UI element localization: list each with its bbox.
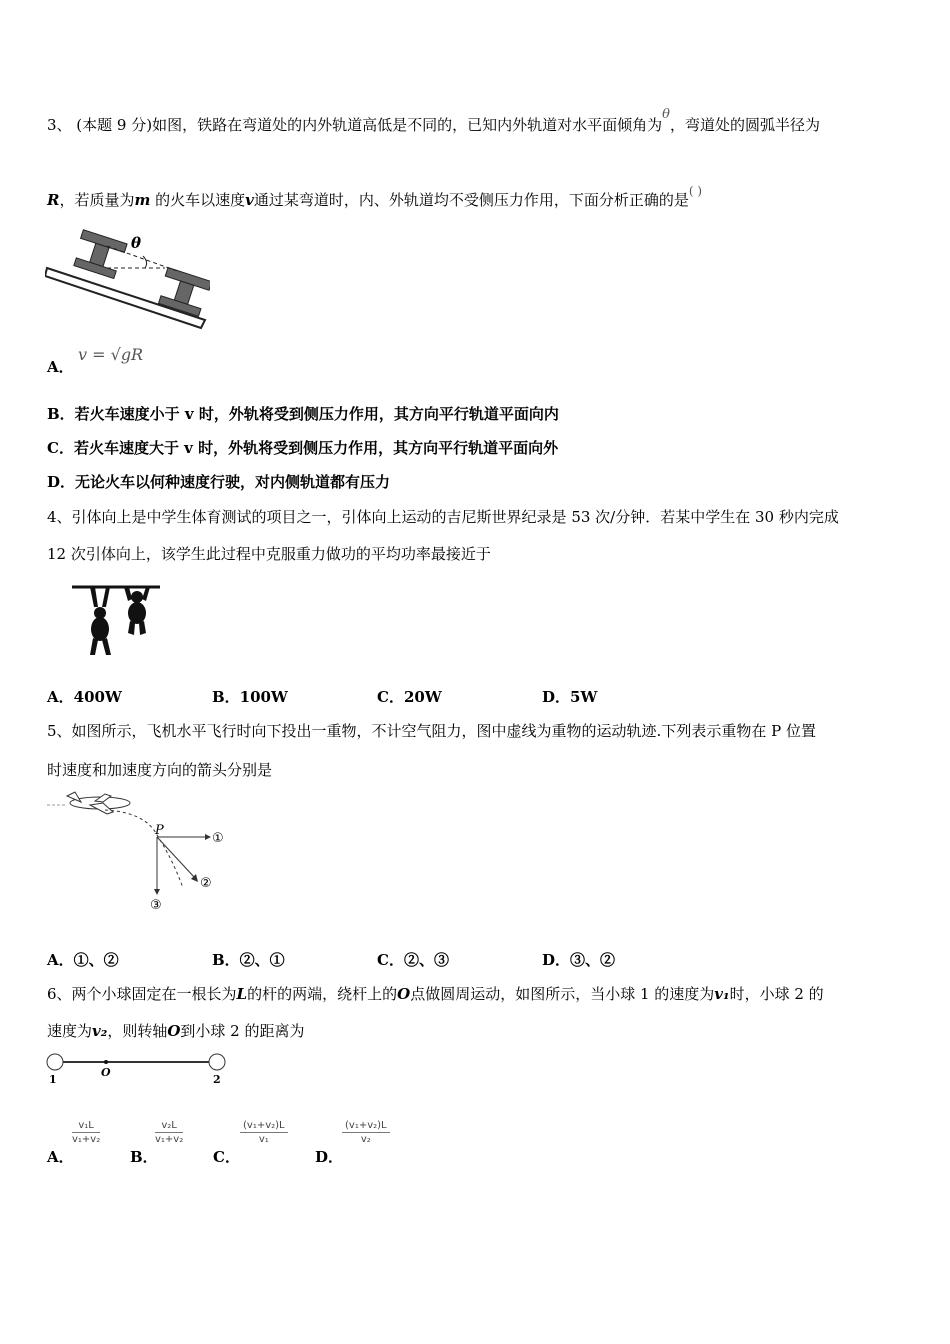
q3-R: R (47, 191, 60, 209)
q3-line1 (47, 107, 820, 137)
frac-c-den: v₁ (258, 1134, 269, 1145)
trajectory (105, 810, 183, 888)
q3-line2-c: 通过某弯道时，内、外轨道均不受侧压力作用，下面分析正确的是 (253, 191, 689, 209)
point-p-label: P (155, 823, 164, 838)
q4-option-d: D．5W (542, 688, 598, 706)
q3-option-a-label: A． (47, 358, 74, 376)
q4-line2: 12 次引体向上，该学生此过程中克服重力做功的平均功率最接近于 (47, 545, 491, 563)
q6-line2-b: ，则转轴 (107, 1022, 168, 1040)
frac-b-num: v₂L (155, 1120, 183, 1133)
label-1: ① (212, 831, 224, 846)
frac-d-num: (v₁+v₂)L (342, 1120, 390, 1133)
figure-hanging (90, 587, 111, 655)
q5-option-d: D．③、② (542, 951, 616, 969)
q5-line1: 5、如图所示，飞机水平飞行时向下投出一重物，不计空气阻力，图中虚线为重物的运动轨迹.下列表示重物在 P 位置 (47, 722, 816, 740)
q6-line2-a: 速度为 (47, 1022, 93, 1040)
q4-option-a: A．400W (47, 688, 122, 706)
q5-line2: 时速度和加速度方向的箭头分别是 (47, 761, 273, 779)
q3-line1-post: ，弯道处的圆弧半径为 (669, 116, 820, 134)
q3-option-a-formula: v = √gR (78, 345, 144, 364)
arrow-2 (157, 837, 195, 878)
q6-L: L (236, 985, 248, 1003)
q5-option-c: C．②、③ (377, 951, 449, 969)
q3-line2 (47, 184, 703, 211)
pivot-o-label: O (101, 1066, 111, 1079)
q5-plane-figure (45, 790, 235, 915)
plane-icon (47, 792, 130, 814)
q5-option-a: A．①、② (47, 951, 119, 969)
rail-left (72, 230, 127, 279)
q3-line1-pre: 3、 (本题 9 分)如图，铁路在弯道处的内外轨道高低是不同的，已知内外轨道对水平面倾角为 (47, 116, 663, 134)
frac-c-num: (v₁+v₂)L (240, 1120, 288, 1133)
frac-a-num: v₁L (72, 1120, 100, 1133)
q6-line1-c: 点做圆周运动，如图所示，当小球 1 的速度为 (410, 985, 715, 1003)
q4-line1: 4、引体向上是中学生体育测试的项目之一，引体向上运动的吉尼斯世界纪录是 53 次/分钟．若某中学生在 30 秒内完成 (47, 508, 839, 526)
frac-b-den: v₁+v₂ (155, 1134, 184, 1145)
ball-1 (47, 1054, 63, 1070)
q3-line2-b: 的火车以速度 (150, 191, 246, 209)
q6-line1-d: 时，小球 2 的 (729, 985, 824, 1003)
q6-option-c-fraction (240, 1120, 288, 1145)
q6-rod-figure (45, 1052, 235, 1088)
pivot-o (104, 1060, 108, 1064)
figure-pulled-up (124, 587, 150, 635)
frac-a-den: v₁+v₂ (72, 1134, 101, 1145)
q6-option-a-label: A． (47, 1148, 74, 1166)
frac-d-den: v₂ (360, 1134, 371, 1145)
q3-blank: ( ) (688, 184, 703, 198)
q6-option-d-label: D． (315, 1148, 344, 1166)
angle-arc (143, 256, 147, 268)
q6-line1-a: 6、两个小球固定在一根长为 (47, 985, 237, 1003)
q3-line2-a: ，若质量为 (59, 191, 135, 209)
q6-line1-b: 的杆的两端，绕杆上的 (247, 985, 398, 1003)
q6-option-b-fraction (155, 1120, 183, 1145)
q6-line1 (47, 984, 824, 1004)
q3-m: m (134, 191, 151, 209)
q3-option-b: B．若火车速度小于 v 时，外轨将受到侧压力作用，其方向平行轨道平面向内 (47, 405, 559, 423)
q4-option-b: B．100W (212, 688, 288, 706)
q3-option-d: D．无论火车以何种速度行驶，对内侧轨道都有压力 (47, 473, 391, 491)
q6-v1: v₁ (714, 985, 730, 1003)
fig-theta-label: θ (131, 234, 142, 252)
q6-v2: v₂ (92, 1022, 108, 1040)
q3-theta: θ (662, 107, 670, 122)
q3-option-a (47, 357, 74, 377)
q6-option-d-fraction (342, 1120, 390, 1145)
q6-option-a-fraction (72, 1120, 100, 1145)
q6-line2-c: 到小球 2 的距离为 (180, 1022, 305, 1040)
q6-option-b-label: B． (130, 1148, 158, 1166)
ball-1-label: 1 (49, 1073, 57, 1086)
label-3: ③ (150, 898, 162, 913)
ball-2 (209, 1054, 225, 1070)
q6-O-2: O (167, 1022, 181, 1040)
label-2: ② (200, 876, 212, 891)
q6-O: O (397, 985, 411, 1003)
q3-rail-figure (45, 228, 210, 333)
q4-pullup-figure (72, 583, 162, 663)
ball-2-label: 2 (213, 1073, 221, 1086)
q6-line2 (47, 1021, 305, 1041)
q3-v: v (245, 191, 254, 209)
q4-option-c: C．20W (377, 688, 442, 706)
q5-option-b: B．②、① (212, 951, 285, 969)
q3-option-c: C．若火车速度大于 v 时，外轨将受到侧压力作用，其方向平行轨道平面向外 (47, 439, 559, 457)
q6-option-c-label: C． (213, 1148, 240, 1166)
